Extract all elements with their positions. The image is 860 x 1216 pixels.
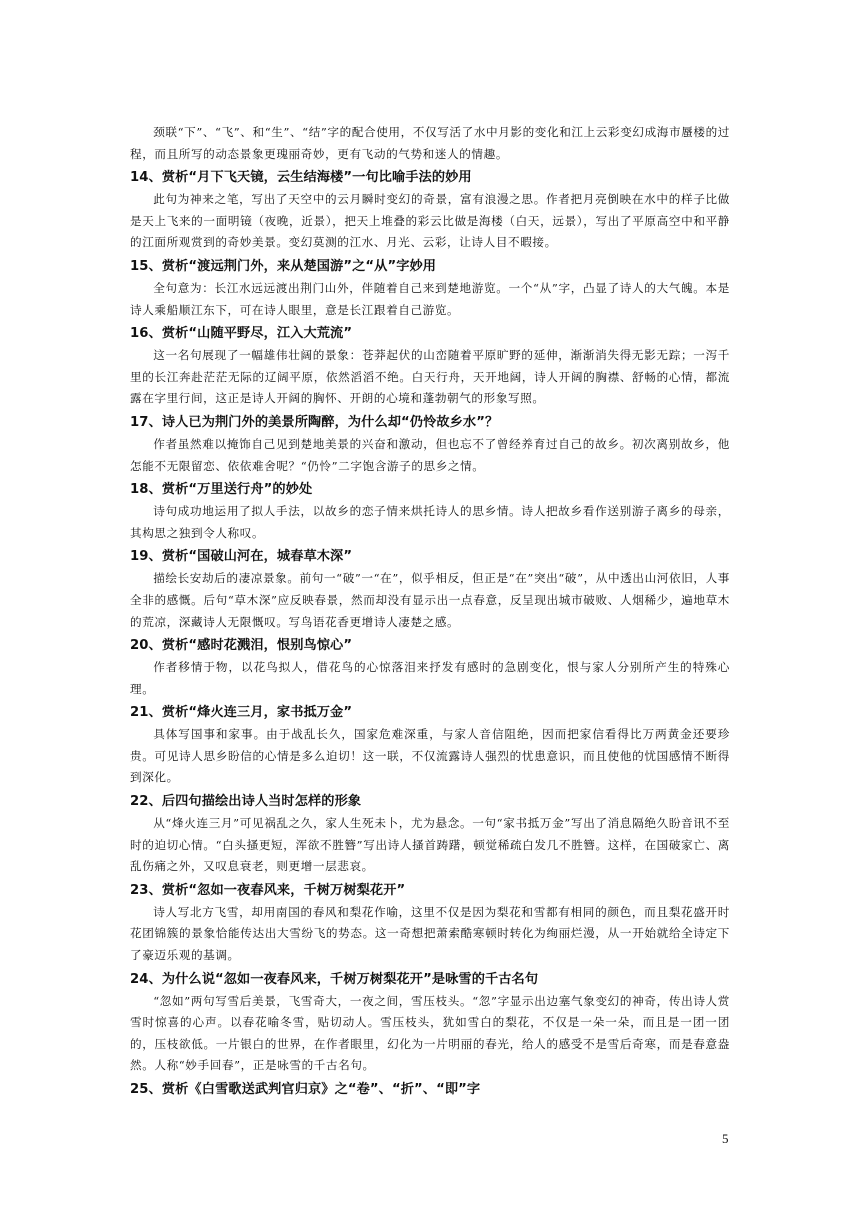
heading-16: 16、赏析“山随平野尽，江入大荒流”	[130, 326, 353, 342]
paragraph-19: 描绘长安劫后的凄凉景象。前句一“破”一“在”，似乎相反，但正是“在”突出“破”，从中透出山河依旧，人事全非的感慨。后句“草木深”应反映春景，然而却没有显示出一点春意，反呈现出城市破败、人烟稀少，遍地草木的荒凉，深藏诗人无限慨叹。写鸟语花香更增诗人凄楚之感。	[130, 571, 730, 629]
paragraph-21: 具体写国事和家事。由于战乱长久，国家危难深重，与家人音信阻绝，因而把家信看得比万两黄金还要珍贵。可见诗人思乡盼信的心情是多么迫切！这一联，不仅流露诗人强烈的忧患意识，而且使他的忧国感情不断得到深化。	[130, 727, 730, 785]
heading-19: 19、赏析“国破山河在，城春草木深”	[130, 549, 353, 565]
heading-15: 15、赏析“渡远荆门外，来从楚国游”之“从”字妙用	[130, 258, 437, 274]
article-content	[130, 122, 730, 1101]
paragraph-18: 诗句成功地运用了拟人手法，以故乡的恋子情来烘托诗人的思乡情。诗人把故乡看作送别游子离乡的母亲，其构思之独到令人称叹。	[130, 504, 730, 540]
paragraph-23: 诗人写北方飞雪，却用南国的春风和梨花作喻，这里不仅是因为梨花和雪都有相同的颜色，而且梨花盛开时花团锦簇的景象恰能传达出大雪纷飞的势态。这一奇想把萧索酷寒顿时转化为绚丽烂漫，从一开始就给全诗定下了豪迈乐观的基调。	[130, 904, 730, 963]
heading-14: 14、赏析“月下飞天镜，云生结海楼”一句比喻手法的妙用	[130, 170, 472, 186]
heading-20: 20、赏析“感时花溅泪，恨别鸟惊心”	[130, 638, 353, 654]
paragraph-20: 作者移情于物，以花鸟拟人，借花鸟的心惊落泪来抒发有感时的急剧变化，恨与家人分别所产生的特殊心理。	[130, 660, 730, 696]
paragraph-15: 全句意为：长江水远远渡出荆门山外，伴随着自己来到楚地游览。一个“从”字，凸显了诗人的大气魄。本是诗人乘船顺江东下，可在诗人眼里，意是长江跟着自己游览。	[130, 280, 730, 317]
paragraph-24: “忽如”两句写雪后美景，飞雪奇大，一夜之间，雪压枝头。“忽”字显示出边塞气象变幻的神奇，传出诗人赏雪时惊喜的心声。以春花喻冬雪，贴切动人。雪压枝头，犹如雪白的梨花，不仅是一朵一朵，而且是一团一团的，压枝欲低。一片银白的世界，在作者眼里，幻化为一片明丽的春光，给人的感受不是雪后奇寒，而是春意盎然。人称“妙手回春”，正是咏雪的千古名句。	[130, 993, 730, 1073]
heading-17: 17、诗人已为荆门外的美景所陶醉，为什么却“仍怜故乡水”？	[130, 414, 499, 430]
paragraph-16: 这一名句展现了一幅雄伟壮阔的景象：苍莽起伏的山峦随着平原旷野的延伸，渐渐消失得无影无踪；一泻千里的长江奔赴茫茫无际的辽阔平原，依然滔滔不绝。白天行舟，天开地阔，诗人开阔的胸襟、舒畅的心情，都流露在字里行间，这正是诗人开阔的胸怀、开朗的心境和蓬勃朝气的形象写照。	[130, 348, 730, 406]
paragraph-intro: 颈联“下”、“飞”、和“生”、“结”字的配合使用，不仅写活了水中月影的变化和江上云彩变幻成海市蜃楼的过程，而且所写的动态景象更瑰丽奇妙，更有飞动的气势和迷人的情趣。	[130, 125, 730, 161]
heading-21: 21、赏析“烽火连三月，家书抵万金”	[130, 705, 353, 721]
page-number: 5	[722, 1131, 729, 1146]
paragraph-17: 作者虽然难以掩饰自己见到楚地美景的兴奋和激动，但也忘不了曾经养育过自己的故乡。初次离别故乡，他怎能不无限留恋、依依难舍呢？“仍怜”二字饱含游子的思乡之情。	[130, 436, 730, 473]
heading-18: 18、赏析“万里送行舟”的妙处	[130, 482, 313, 498]
heading-24: 24、为什么说“忽如一夜春风来，千树万树梨花开”是咏雪的千古名句	[130, 971, 539, 987]
paragraph-22: 从“烽火连三月”可见祸乱之久，家人生死未卜，尤为悬念。一句“家书抵万金”写出了消息隔绝久盼音讯不至时的迫切心情。“白头搔更短，浑欲不胜簪”写出诗人搔首踌躇，顿觉稀疏白发几不胜簪。这样，在国破家亡、离乱伤痛之外，又叹息衰老，则更增一层悲哀。	[130, 816, 730, 874]
paragraph-14: 此句为神来之笔，写出了天空中的云月瞬时变幻的奇景，富有浪漫之思。作者把月亮倒映在水中的样子比做是天上飞来的一面明镜（夜晚，近景），把天上堆叠的彩云比做是海楼（白天，远景），写出了平原高空中和平静的江面所观赏到的奇妙美景。变幻莫测的江水、月光、云彩，让诗人目不暇接。	[130, 192, 730, 250]
heading-22: 22、后四句描绘出诗人当时怎样的形象	[130, 794, 362, 810]
heading-25: 25、赏析《白雪歌送武判官归京》之“卷”、“折”、“即”字	[130, 1082, 481, 1097]
heading-23: 23、赏析“忽如一夜春风来，千树万树梨花开”	[130, 882, 406, 898]
